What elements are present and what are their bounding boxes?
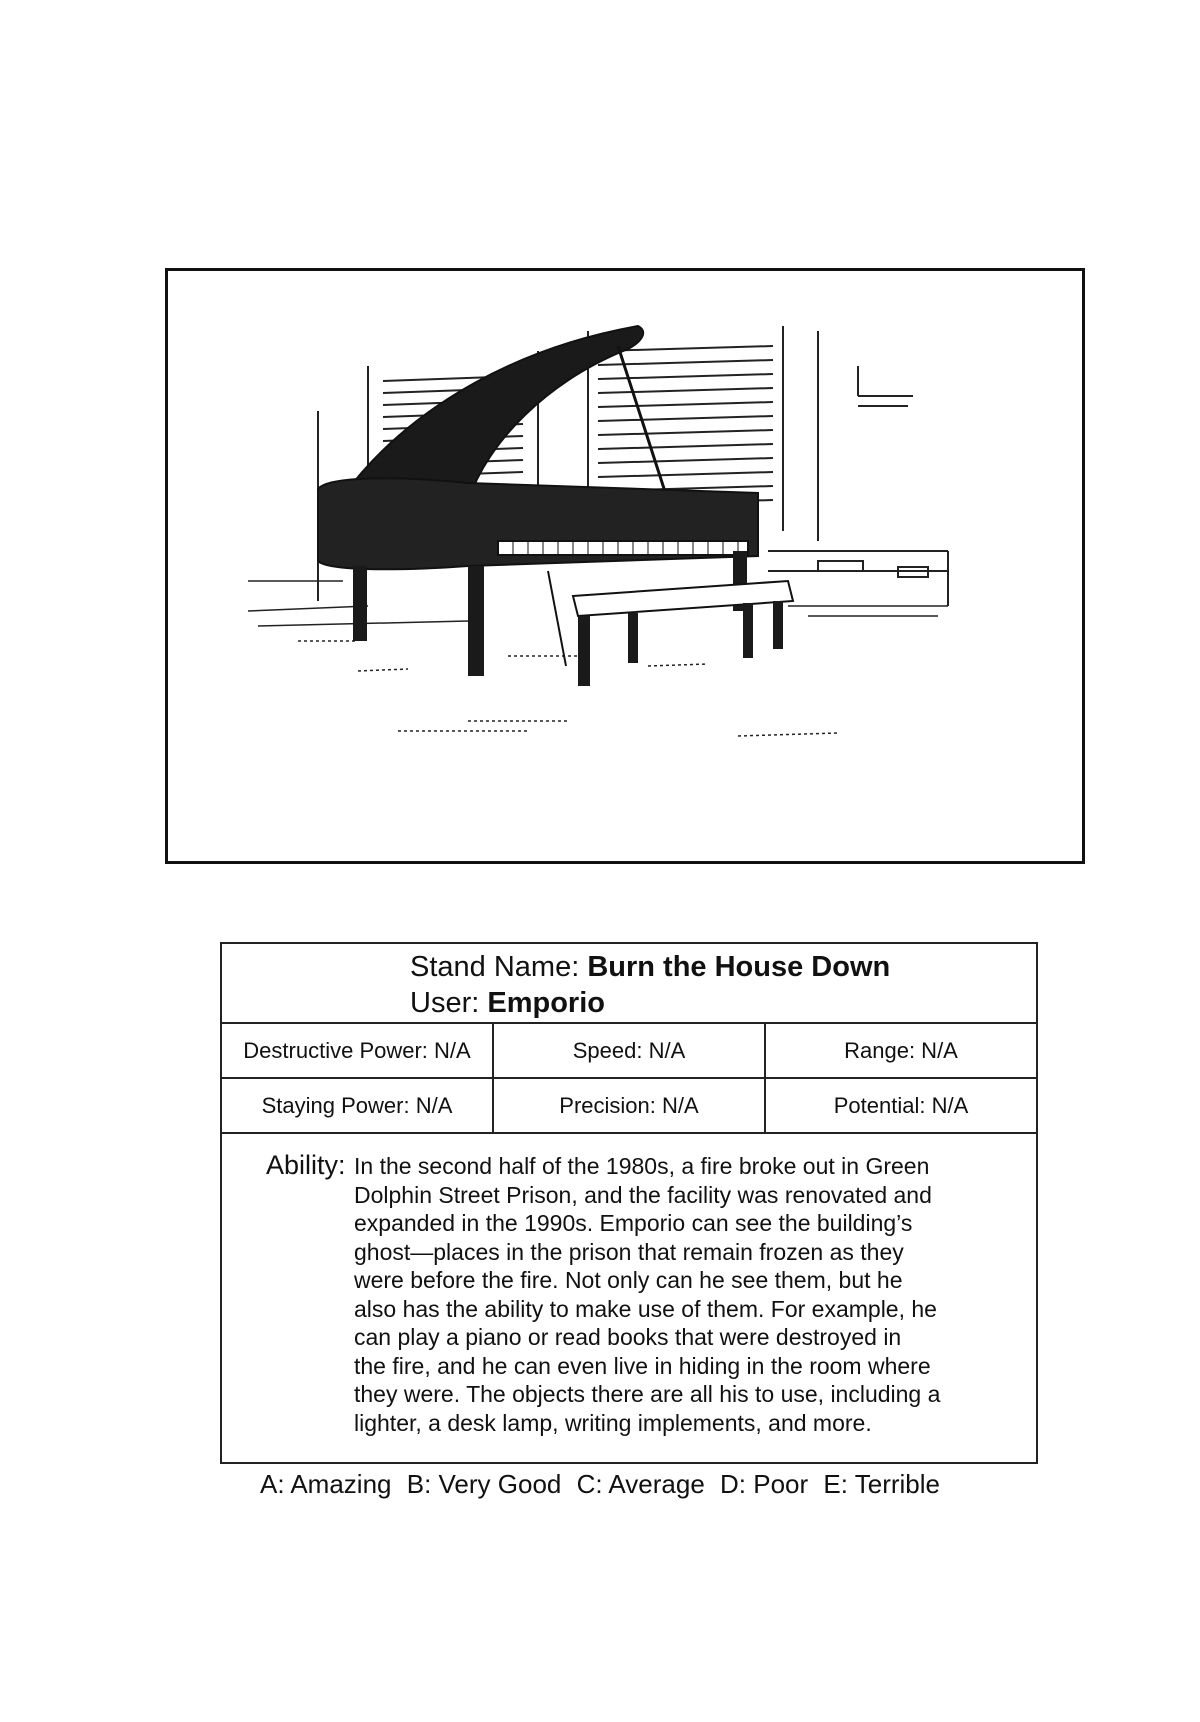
illustration-panel bbox=[165, 268, 1085, 864]
ability-line: they were. The objects there are all his to use, including a bbox=[354, 1381, 941, 1407]
stat-staying-power: Staying Power: N/A bbox=[222, 1079, 494, 1132]
ability-line: expanded in the 1990s. Emporio can see the building’s bbox=[354, 1210, 913, 1236]
wall-fixture bbox=[858, 366, 913, 406]
user-line bbox=[410, 986, 605, 1020]
ability-line: were before the fire. Not only can he see them, but he bbox=[354, 1267, 903, 1293]
ability-line: In the second half of the 1980s, a fire broke out in Green bbox=[354, 1153, 930, 1179]
ability-line: lighter, a desk lamp, writing implements, and more. bbox=[354, 1409, 872, 1436]
stand-name-label: Stand Name: bbox=[410, 951, 580, 983]
ability-line: the fire, and he can even live in hiding in the room where bbox=[354, 1352, 931, 1379]
ability-line: Dolphin Street Prison, and the facility was renovated and bbox=[354, 1181, 932, 1208]
user-label: User: bbox=[410, 987, 480, 1019]
ability-section bbox=[222, 1138, 1036, 1460]
piano-keyboard bbox=[498, 541, 748, 555]
legend-c: C: Average bbox=[576, 1469, 705, 1499]
legend-d: D: Poor bbox=[720, 1469, 809, 1499]
piano-lid bbox=[343, 326, 643, 501]
stat-speed: Speed: N/A bbox=[494, 1024, 766, 1077]
cabinet bbox=[768, 551, 948, 606]
lid-prop bbox=[618, 346, 668, 501]
piano-leg-left bbox=[353, 566, 367, 641]
piano-leg-middle bbox=[468, 566, 484, 676]
legend-e: E: Terrible bbox=[823, 1469, 940, 1499]
ability-label: Ability: bbox=[266, 1150, 346, 1180]
stand-name-value: Burn the House Down bbox=[587, 951, 891, 983]
user-value: Emporio bbox=[487, 987, 605, 1019]
stats-row bbox=[222, 1079, 1036, 1134]
legend-a: A: Amazing bbox=[259, 1469, 392, 1499]
ability-line: can play a piano or read books that were destroyed in bbox=[354, 1324, 902, 1350]
legend-b: B: Very Good bbox=[406, 1469, 562, 1499]
stat-range: Range: N/A bbox=[844, 1037, 958, 1063]
piano-bench bbox=[573, 581, 793, 616]
card-header bbox=[222, 944, 1036, 1024]
ability-line: also has the ability to make use of them. For example, he bbox=[354, 1295, 937, 1322]
ability-text bbox=[354, 1152, 1024, 1437]
grade-legend bbox=[0, 1467, 1200, 1501]
stat-potential: Potential: N/A bbox=[833, 1092, 969, 1118]
stats-table bbox=[222, 1024, 1036, 1134]
stand-stat-card bbox=[220, 942, 1038, 1464]
grand-piano-icon bbox=[168, 271, 1082, 861]
stats-row bbox=[222, 1024, 1036, 1079]
stat-destructive-power: Destructive Power: N/A bbox=[222, 1024, 494, 1077]
stat-precision: Precision: N/A bbox=[494, 1079, 766, 1132]
stand-name-line bbox=[410, 950, 890, 984]
ability-line: ghost—places in the prison that remain frozen as they bbox=[354, 1238, 904, 1265]
